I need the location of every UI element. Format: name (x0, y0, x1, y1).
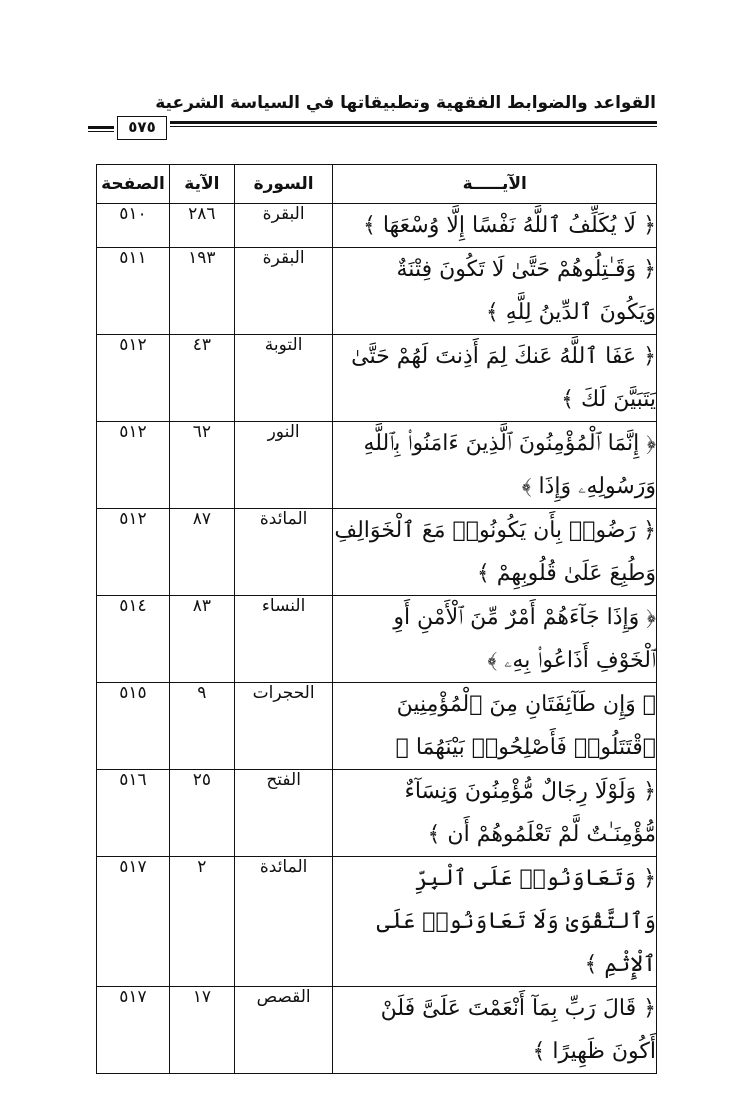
verse-cell: ﴿ لَا يُكَلِّفُ ٱللَّهُ نَفْسًا إِلَّا وُسْعَهَا ﴾ (333, 204, 657, 248)
running-header-title: القواعد والضوابط الفقهية وتطبيقاتها في السياسة الشرعية (155, 93, 656, 113)
surah-cell: المائدة (234, 509, 333, 596)
surah-cell: النساء (234, 596, 333, 683)
table-row (97, 335, 657, 422)
ayah-number-cell: ٩ (169, 683, 234, 770)
column-header-ayah: الآية (169, 165, 234, 204)
ayah-number-cell: ١٧ (169, 987, 234, 1074)
ayah-number-cell: ١٩٣ (169, 248, 234, 335)
header-rule-left (88, 126, 114, 132)
surah-cell: القصص (234, 987, 333, 1074)
page-number-cell: ٥١٤ (97, 596, 170, 683)
verse-cell: ﴿ عَفَا ٱللَّهُ عَنكَ لِمَ أَذِنتَ لَهُمْ حَتَّىٰ يَتَبَيَّنَ لَكَ ﴾ (333, 335, 657, 422)
page-number-cell: ٥١٢ (97, 422, 170, 509)
ayah-number-cell: ٨٧ (169, 509, 234, 596)
verse-cell: ﴿ رَضُوا۟ بِأَن يَكُونُوا۟ مَعَ ٱلْخَوَالِفِ وَطُبِعَ عَلَىٰ قُلُوبِهِمْ ﴾ (333, 509, 657, 596)
verse-cell: ﴿ قَالَ رَبِّ بِمَآ أَنْعَمْتَ عَلَىَّ فَلَنْ أَكُونَ ظَهِيرًا ﴾ (333, 987, 657, 1074)
page-number-cell: ٥١٦ (97, 770, 170, 857)
ayah-number-cell: ٢ (169, 857, 234, 987)
column-header-page: الصفحة (97, 165, 170, 204)
table-row (97, 422, 657, 509)
page-number-cell: ٥١٥ (97, 683, 170, 770)
ayah-number-cell: ٤٣ (169, 335, 234, 422)
table-row (97, 987, 657, 1074)
page-number-cell: ٥١٢ (97, 509, 170, 596)
surah-cell: البقرة (234, 204, 333, 248)
table-row (97, 204, 657, 248)
table-row (97, 770, 657, 857)
ayah-number-cell: ٢٨٦ (169, 204, 234, 248)
verse-cell: ﴿ وَتَعَاوَنُوا۟ عَلَى ٱلْبِرِّ وَٱلتَّقْوَىٰ وَلَا تَعَاوَنُوا۟ عَلَى ٱلْإِثْمِ ﴾ (333, 857, 657, 987)
table-row (97, 248, 657, 335)
surah-cell: الحجرات (234, 683, 333, 770)
page-number-cell: ٥١٢ (97, 335, 170, 422)
verse-cell: ﴿ وَإِذَا جَآءَهُمْ أَمْرٌ مِّنَ ٱلْأَمْنِ أَوِ ٱلْخَوْفِ أَذَاعُوا۟ بِهِۦ ﴾ (333, 596, 657, 683)
table-row (97, 683, 657, 770)
surah-cell: البقرة (234, 248, 333, 335)
column-header-verse: الآيـــــة (333, 165, 657, 204)
page-number-cell: ٥١٠ (97, 204, 170, 248)
verse-cell: ﴿ إِنَّمَا ٱلْمُؤْمِنُونَ ٱلَّذِينَ ءَامَنُوا۟ بِٱللَّهِ وَرَسُولِهِۦ وَإِذَا ﴾ (333, 422, 657, 509)
surah-cell: النور (234, 422, 333, 509)
page-number: ٥٧٥ (117, 116, 167, 140)
column-header-surah: السورة (234, 165, 333, 204)
header-rule (170, 121, 657, 127)
verse-index-table (96, 164, 657, 1074)
page-number-cell: ٥١٧ (97, 857, 170, 987)
page-number-cell: ٥١٧ (97, 987, 170, 1074)
verse-cell: ﴿ وَقَـٰتِلُوهُمْ حَتَّىٰ لَا تَكُونَ فِتْنَةٌ وَيَكُونَ ٱلدِّينُ لِلَّهِ ﴾ (333, 248, 657, 335)
ayah-number-cell: ٢٥ (169, 770, 234, 857)
table-header-row (97, 165, 657, 204)
verse-cell: ﴿ وَإِن طَآئِفَتَانِ مِنَ ٱلْمُؤْمِنِينَ ٱقْتَتَلُوا۟ فَأَصْلِحُوا۟ بَيْنَهُمَا ﴾ (333, 683, 657, 770)
page-number-cell: ٥١١ (97, 248, 170, 335)
table-row (97, 596, 657, 683)
ayah-number-cell: ٨٣ (169, 596, 234, 683)
surah-cell: الفتح (234, 770, 333, 857)
verse-cell: ﴿ وَلَوْلَا رِجَالٌ مُّؤْمِنُونَ وَنِسَآءٌ مُّؤْمِنَـٰتٌ لَّمْ تَعْلَمُوهُمْ أَن ﴾ (333, 770, 657, 857)
surah-cell: التوبة (234, 335, 333, 422)
surah-cell: المائدة (234, 857, 333, 987)
table-row (97, 857, 657, 987)
table-row (97, 509, 657, 596)
ayah-number-cell: ٦٢ (169, 422, 234, 509)
